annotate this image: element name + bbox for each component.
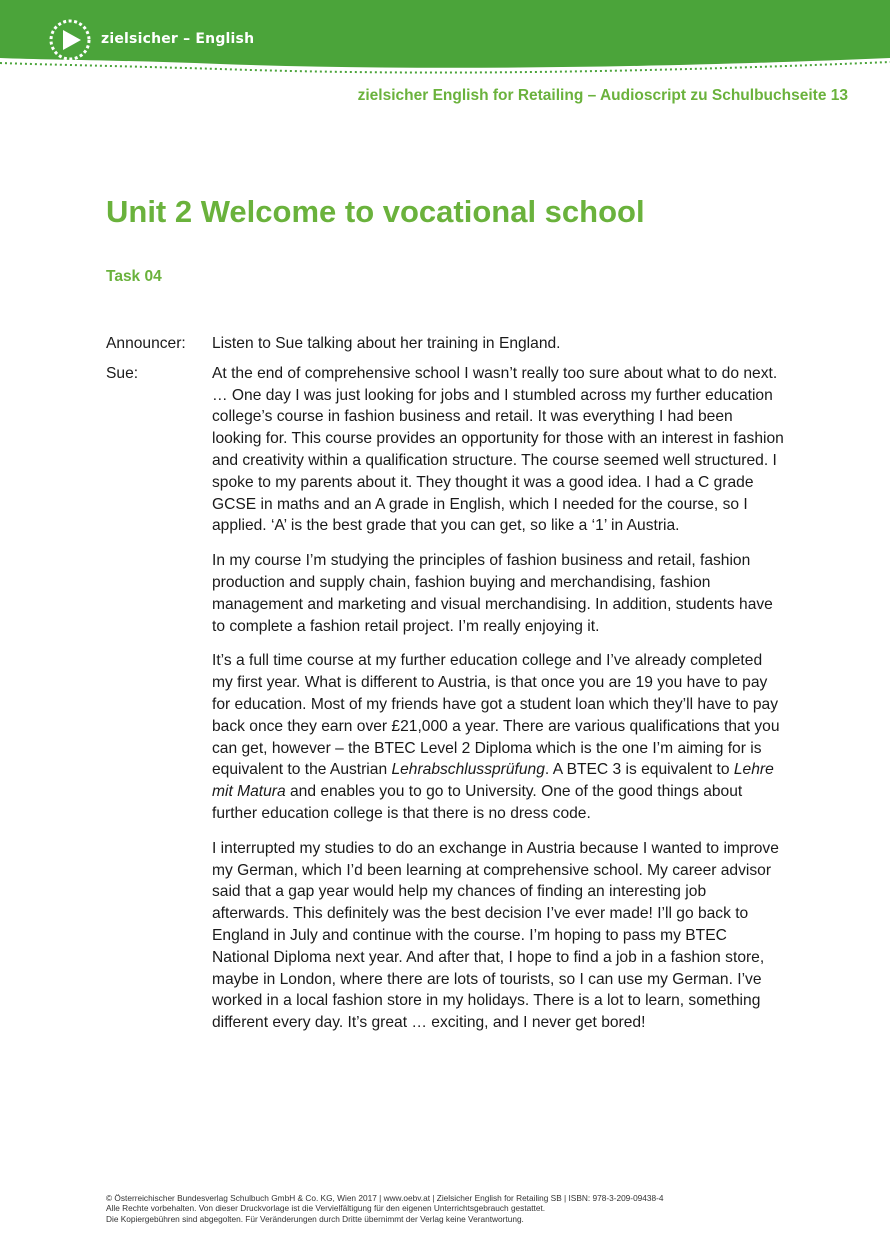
paragraph: I interrupted my studies to do an exchange in Austria because I wanted to improve my German, which I’d been learning at comprehensive school. My career advisor said that a gap year would help my chances of finding an interesting job afterwards. This definitely was the best decision I’ve ever made! I’ll go back to England in July and continue with the course. I’m hoping to pass my BTEC National Diploma next year. And after that, I hope to find a job in a fashion store, maybe in London, where there are lots of tourists, so I can use my German. I’ve worked in a local fashion store in my holidays. There is a lot to learn, something different every day. It’s great … exciting, and I never get bored! — [212, 839, 779, 1032]
speaker-label: Announcer: — [106, 335, 186, 352]
paragraph: At the end of comprehensive school I wasn’t really too sure about what to do next. … One day I was just looking for jobs and I stumbled across my further education college’s course in fashion business and retail. It was everything I had been looking for. This course provides an opportunity for those with an interest in fashion and creativity within a qualification structure. The course seemed well structured. I spoke to my parents about it. They thought it was a good idea. I had a C grade GCSE in maths and an A grade in English, which I needed for the course, so I applied. ‘A’ is the best grade that you can get, so like a ‘1’ in Austria. — [212, 364, 784, 535]
copyright-footer — [106, 1193, 664, 1224]
paragraph: It’s a full time course at my further education college and I’ve already completed my first year. What is different to Austria, is that once you are 19 you have to pay for education. Most of my friends have got a student loan which they’ll have to pay back once they earn over £21,000 a year. There are various qualifications that you can get, however – the BTEC Level 2 Diploma which is the one I’m aiming for is equivalent to the Austrian Lehrabschlussprüfung. A BTEC 3 is equivalent to Lehre mit Matura and enables you to go to University. One of the good things about further education college is that there is no dress code. — [212, 652, 780, 822]
paragraph: In my course I’m studying the principles of fashion business and retail, fashion production and supply chain, fashion buying and merchandising, fashion management and marketing and visual merchandising. In addition, students have to complete a fashion retail project. I’m really enjoying it. — [212, 552, 773, 635]
footer-line: © Österreichischer Bundesverlag Schulbuch GmbH & Co. KG, Wien 2017 | www.oebv.at | Zielsicher English for Retailing SB | ISBN: 978-3-209-09438-4 — [106, 1193, 664, 1203]
audioscript — [106, 333, 786, 1047]
footer-line: Die Kopiergebühren sind abgegolten. Für Veränderungen durch Dritte übernimmt der Verlag keine Verantwortung. — [106, 1213, 524, 1224]
footer-line: Alle Rechte vorbehalten. Von dieser Druckvorlage ist die Vervielfältigung für den eigenen Unterrichtsgebrauch gestattet. — [106, 1203, 546, 1214]
unit-title: Unit 2 Welcome to vocational school — [106, 194, 645, 229]
page-subtitle: zielsicher English for Retailing – Audioscript zu Schulbuchseite 13 — [357, 87, 848, 104]
task-label: Task 04 — [106, 268, 162, 285]
sue-text — [212, 363, 786, 1047]
speaker-label: Sue: — [106, 364, 139, 382]
brand-name: zielsicher – English — [101, 31, 255, 47]
announcer-text: Listen to Sue talking about her training in England. — [212, 335, 561, 352]
announcer-entry — [106, 333, 786, 355]
sue-entry — [106, 363, 786, 1047]
